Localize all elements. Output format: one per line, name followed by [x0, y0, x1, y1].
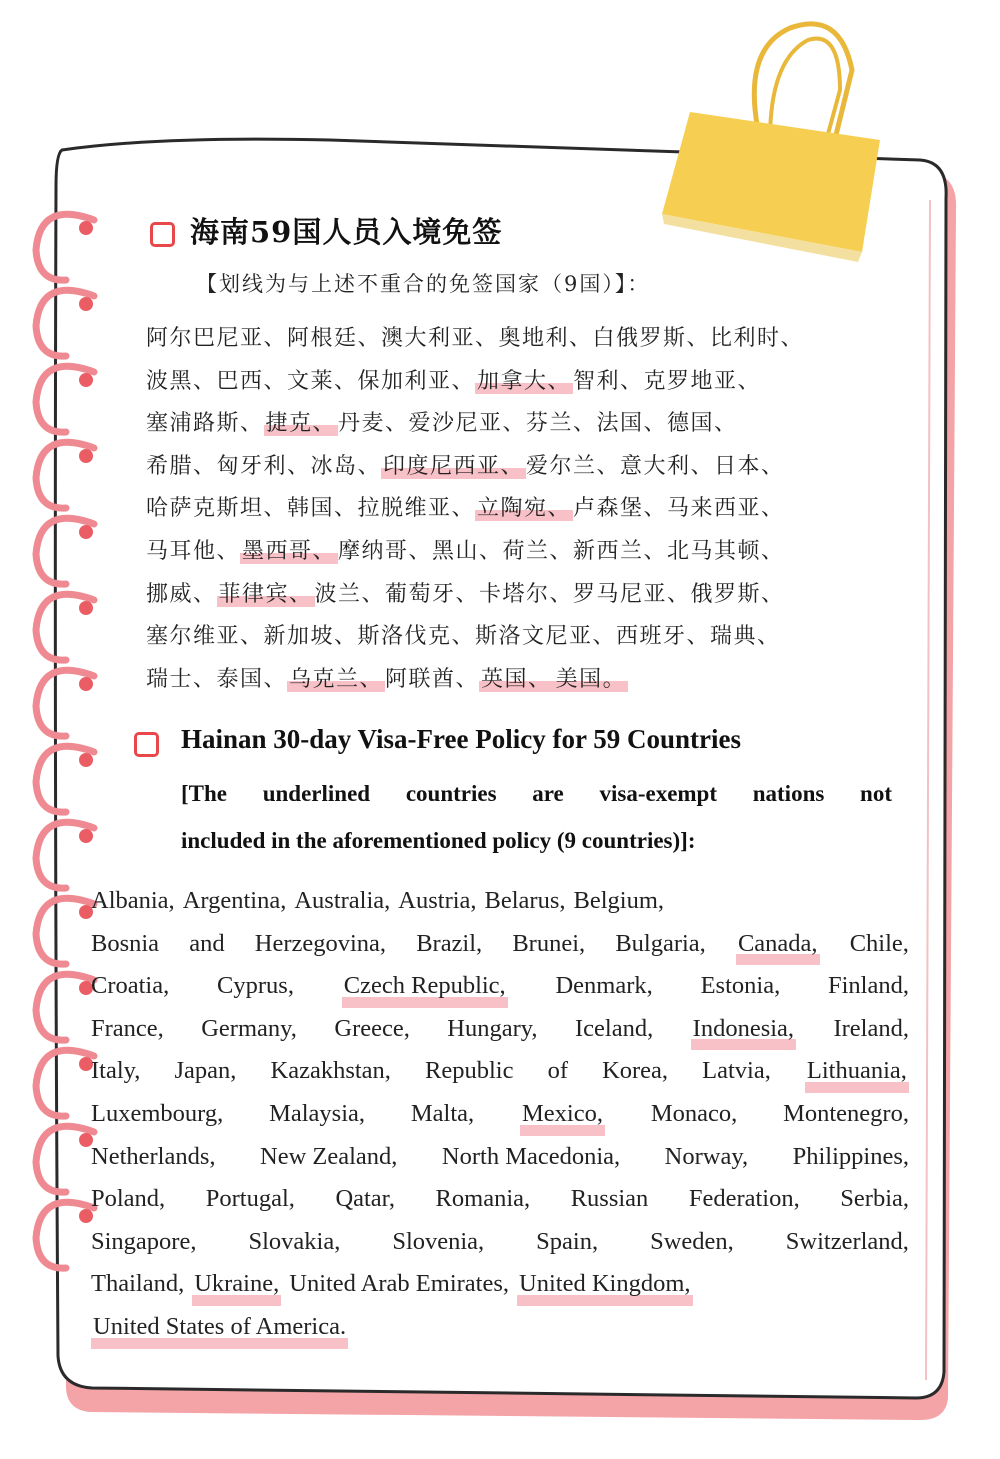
en-subtitle-word: countries	[405, 781, 497, 806]
cn-country-text: 挪威、	[146, 581, 217, 607]
en-country-text: Slovenia,	[392, 1227, 485, 1255]
cn-subtitle: 【划线为与上述不重合的免签国家（9国）】：	[196, 272, 651, 296]
checkbox-icon	[150, 222, 175, 247]
en-country-text: Malta,	[410, 1099, 475, 1127]
cn-list-line	[146, 616, 916, 659]
en-country-text: Korea,	[602, 1057, 669, 1085]
en-country-text: Luxembourg,	[91, 1099, 224, 1127]
en-country-text: Belarus,	[484, 887, 566, 914]
en-country-text: Denmark,	[555, 972, 653, 1000]
en-country-text: Norway,	[664, 1142, 749, 1170]
en-list-line	[91, 1178, 909, 1221]
en-country-text: Bosnia	[91, 929, 160, 957]
en-country-text: Monaco,	[650, 1099, 738, 1127]
en-subtitle-word: not	[860, 781, 892, 806]
cn-country-text: 波兰、葡萄牙、卡塔尔、罗马尼亚、俄罗斯、	[314, 581, 785, 607]
cn-country-text: 波黑、巴西、文莱、保加利亚、	[146, 368, 476, 394]
en-list-line	[91, 1093, 909, 1136]
cn-country-text: 瑞士、泰国、	[146, 666, 288, 692]
en-country-text: Republic	[425, 1057, 514, 1085]
en-country-text: Greece,	[334, 1014, 410, 1042]
en-country-text: Thailand,	[91, 1270, 185, 1298]
en-list-line	[91, 880, 909, 923]
en-list-line	[91, 965, 909, 1008]
cn-highlighted-country: 美国。	[555, 666, 627, 692]
en-highlighted-country: United States of America.	[91, 1306, 348, 1349]
en-country-text: France,	[91, 1014, 164, 1042]
en-country-text: Netherlands,	[91, 1142, 216, 1170]
en-highlighted-country: Indonesia,	[691, 1008, 796, 1051]
cn-country-text: 塞浦路斯、	[146, 411, 264, 437]
cn-country-text: 阿联酋、	[385, 666, 480, 692]
en-country-text: Russian	[570, 1185, 649, 1213]
cn-list-line	[146, 403, 916, 446]
en-subtitle	[181, 770, 892, 864]
cn-list-line	[146, 361, 916, 404]
en-subtitle-line-1	[181, 770, 892, 817]
en-country-text: and	[189, 929, 225, 957]
en-section-heading	[132, 722, 932, 766]
en-list-line	[91, 923, 909, 966]
en-country-text: Cyprus,	[217, 972, 294, 1000]
cn-country-text: 阿尔巴尼亚、阿根廷、澳大利亚、奥地利、白俄罗斯、比利时、	[146, 326, 805, 351]
cn-list-line	[146, 659, 916, 702]
en-country-text: Switzerland,	[785, 1227, 909, 1255]
en-subtitle-line-2: included in the aforementioned policy (9 countries)]:	[181, 828, 696, 853]
en-list-line	[91, 1136, 909, 1179]
en-country-text: of	[547, 1057, 568, 1085]
en-country-text: Herzegovina,	[254, 929, 387, 957]
cn-highlighted-country: 菲律宾、	[218, 581, 313, 607]
en-country-text: Australia,	[294, 887, 391, 914]
en-country-text: North Macedonia,	[441, 1142, 621, 1170]
en-highlighted-country: Lithuania,	[805, 1050, 909, 1093]
en-country-text: Albania,	[91, 887, 175, 914]
en-country-text: Argentina,	[182, 887, 287, 914]
en-highlighted-country: Czech Republic,	[342, 965, 508, 1008]
en-country-text: Ireland,	[833, 1014, 909, 1042]
cn-highlighted-country: 英国、	[481, 666, 552, 692]
en-country-text: Latvia,	[702, 1057, 771, 1085]
en-country-text: Iceland,	[575, 1014, 654, 1042]
en-country-text: Kazakhstan,	[270, 1057, 391, 1085]
en-country-text: Federation,	[688, 1185, 800, 1213]
en-country-text: United Arab Emirates,	[289, 1270, 510, 1298]
cn-list-line	[146, 318, 916, 361]
checkbox-icon	[134, 732, 159, 757]
en-subtitle-word: visa-exempt	[599, 781, 718, 806]
cn-country-text: 摩纳哥、黑山、荷兰、新西兰、北马其顿、	[338, 538, 785, 564]
en-title: Hainan 30-day Visa-Free Policy for 59 Countries	[181, 724, 741, 754]
cn-country-text: 卢森堡、马来西亚、	[573, 496, 785, 522]
en-country-text: New Zealand,	[260, 1142, 398, 1170]
en-list-line	[91, 1008, 909, 1051]
cn-country-text: 智利、克罗地亚、	[573, 368, 762, 394]
cn-country-text: 马耳他、	[146, 538, 241, 564]
en-country-text: Romania,	[435, 1185, 531, 1213]
cn-list-line	[146, 574, 916, 617]
en-highlighted-country: Ukraine,	[192, 1263, 281, 1306]
en-country-text: Slovakia,	[248, 1227, 341, 1255]
en-country-text: Germany,	[201, 1014, 297, 1042]
cn-country-text: 希腊、匈牙利、冰岛、	[146, 453, 382, 479]
cn-country-list	[146, 318, 916, 701]
en-list-line	[91, 1263, 909, 1306]
en-country-text: Qatar,	[335, 1185, 395, 1213]
en-country-text: Estonia,	[700, 972, 781, 1000]
en-list-line	[91, 1306, 909, 1349]
en-country-text: Malaysia,	[269, 1099, 366, 1127]
cn-country-text: 丹麦、爱沙尼亚、芬兰、法国、德国、	[338, 411, 738, 437]
en-list-line	[91, 1050, 909, 1093]
en-country-text: Poland,	[91, 1185, 166, 1213]
en-country-text: Sweden,	[650, 1227, 734, 1255]
cn-country-text: 塞尔维亚、新加坡、斯洛伐克、斯洛文尼亚、西班牙、瑞典、	[146, 624, 781, 650]
en-subtitle-word: are	[532, 781, 564, 806]
en-country-text: Philippines,	[792, 1142, 909, 1170]
en-subtitle-word: underlined	[262, 781, 371, 806]
en-subtitle-word: nations	[752, 781, 825, 806]
cn-highlighted-country: 加拿大、	[477, 368, 572, 394]
en-highlighted-country: Mexico,	[520, 1093, 605, 1136]
cn-title: 海南59国人员入境免签	[190, 215, 503, 249]
cn-country-text: 爱尔兰、意大利、日本、	[526, 453, 785, 479]
en-country-text: Croatia,	[91, 972, 170, 1000]
en-country-text: Hungary,	[447, 1014, 538, 1042]
cn-highlighted-country: 捷克、	[265, 411, 337, 437]
en-highlighted-country: United Kingdom,	[517, 1263, 693, 1306]
en-country-text: Belgium,	[573, 887, 665, 914]
cn-section-heading	[148, 210, 848, 254]
en-country-text: Brunei,	[512, 929, 586, 957]
cn-list-line	[146, 446, 916, 489]
en-country-text: Brazil,	[416, 929, 483, 957]
en-country-text: Italy,	[91, 1057, 141, 1085]
cn-highlighted-country: 墨西哥、	[242, 538, 337, 564]
cn-highlighted-country: 立陶宛、	[477, 496, 572, 522]
en-country-text: Montenegro,	[783, 1099, 909, 1127]
en-country-text: Spain,	[536, 1227, 599, 1255]
en-country-text: Portugal,	[205, 1185, 295, 1213]
en-country-text: Austria,	[398, 887, 477, 914]
en-country-list	[91, 880, 909, 1349]
en-country-text: Serbia,	[840, 1185, 909, 1213]
en-country-text: Finland,	[828, 972, 909, 1000]
en-country-text: Chile,	[849, 929, 909, 957]
en-list-line	[91, 1221, 909, 1264]
cn-list-line	[146, 531, 916, 574]
en-country-text: Bulgaria,	[615, 929, 706, 957]
en-country-text: Japan,	[174, 1057, 237, 1085]
cn-highlighted-country: 印度尼西亚、	[383, 453, 525, 479]
cn-country-text: 哈萨克斯坦、韩国、拉脱维亚、	[146, 496, 476, 522]
en-highlighted-country: Canada,	[736, 923, 820, 966]
en-country-text: Singapore,	[91, 1227, 197, 1255]
cn-list-line	[146, 488, 916, 531]
cn-highlighted-country: 乌克兰、	[289, 666, 384, 692]
en-subtitle-word: [The	[181, 781, 227, 806]
